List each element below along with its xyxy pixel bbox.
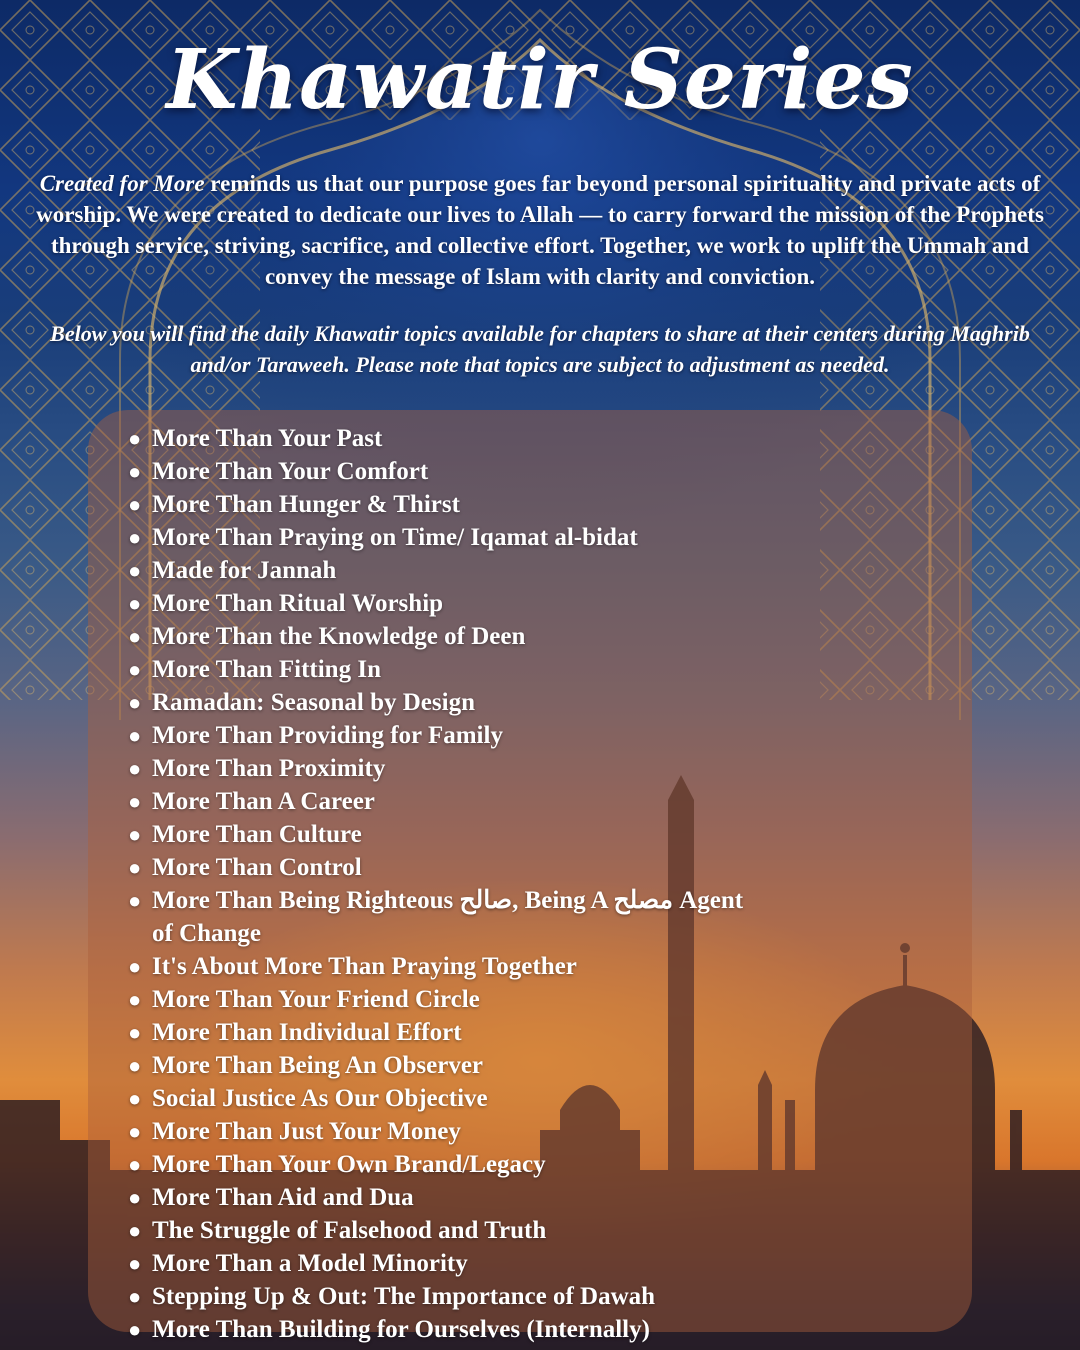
- topic-label: More Than A Career: [152, 788, 375, 815]
- bullet-dot-icon: ●: [128, 822, 142, 847]
- bullet-dot-icon: ●: [128, 1086, 142, 1111]
- list-item: [128, 1148, 752, 1181]
- bullet-dot-icon: ●: [128, 888, 142, 913]
- list-item: [128, 455, 752, 488]
- topic-label: More Than Culture: [152, 821, 362, 848]
- list-item: [128, 653, 752, 686]
- list-item: [128, 785, 752, 818]
- list-item: [128, 950, 752, 983]
- list-item: [128, 554, 752, 587]
- list-item: [128, 422, 752, 455]
- list-item: [128, 1214, 752, 1247]
- list-item: [128, 1115, 752, 1148]
- page-title: Khawatir Series: [166, 32, 914, 128]
- bullet-dot-icon: ●: [128, 1020, 142, 1045]
- intro-text: reminds us that our purpose goes far beyond personal spirituality and private acts of worship. We were created to dedicate our lives to Allah — to carry forward the mission of the Prophets through service, striving, sacrifice, and collective effort. Together, we work to uplift the Ummah and convey the message of Islam with clarity and conviction.: [36, 171, 1044, 289]
- list-item: [128, 983, 752, 1016]
- bullet-dot-icon: ●: [128, 1218, 142, 1243]
- topic-label: More Than Your Past: [152, 425, 383, 452]
- topic-label: It's About More Than Praying Together: [152, 953, 577, 980]
- bullet-dot-icon: ●: [128, 1251, 142, 1276]
- topic-label: More Than Providing for Family: [152, 722, 503, 749]
- topic-label: More Than Just Your Money: [152, 1118, 461, 1145]
- topic-label: More Than Being An Observer: [152, 1052, 484, 1079]
- topic-label: More Than Being Righteous صالح, Being A مصلح Agent of Change: [152, 887, 744, 947]
- list-item: [128, 851, 752, 884]
- topic-label: More Than Proximity: [152, 755, 386, 782]
- topic-label: Social Justice As Our Objective: [152, 1085, 488, 1112]
- topic-label: More Than Control: [152, 854, 362, 881]
- topic-label: The Struggle of Falsehood and Truth: [152, 1217, 547, 1244]
- list-item: [128, 884, 752, 950]
- topic-label: More Than Your Own Brand/Legacy: [152, 1151, 546, 1178]
- topic-label: More Than Fitting In: [152, 656, 381, 683]
- intro-paragraph: [30, 168, 1050, 292]
- list-item: [128, 1049, 752, 1082]
- bullet-dot-icon: ●: [128, 624, 142, 649]
- topic-label: More Than a Model Minority: [152, 1250, 468, 1277]
- topic-label: More Than Building for Ourselves (Internally): [152, 1316, 650, 1343]
- bullet-dot-icon: ●: [128, 1284, 142, 1309]
- topic-label: More Than Praying on Time/ Iqamat al-bidat: [152, 524, 638, 551]
- bullet-dot-icon: ●: [128, 657, 142, 682]
- topic-label: More Than Hunger & Thirst: [152, 491, 460, 518]
- topic-label: More Than Your Comfort: [152, 458, 429, 485]
- list-item: [128, 752, 752, 785]
- intro-emphasis: Created for More: [39, 171, 205, 196]
- bullet-dot-icon: ●: [128, 756, 142, 781]
- topic-label: Stepping Up & Out: The Importance of Dawah: [152, 1283, 656, 1310]
- list-item: [128, 1280, 752, 1313]
- list-item: [128, 1016, 752, 1049]
- list-item: [128, 686, 752, 719]
- topic-label: More Than the Knowledge of Deen: [152, 623, 526, 650]
- topic-label: More Than Your Friend Circle: [152, 986, 480, 1013]
- bullet-dot-icon: ●: [128, 789, 142, 814]
- topic-label: Ramadan: Seasonal by Design: [152, 689, 475, 716]
- bullet-dot-icon: ●: [128, 591, 142, 616]
- bullet-dot-icon: ●: [128, 492, 142, 517]
- bullet-dot-icon: ●: [128, 987, 142, 1012]
- topic-label: More Than Individual Effort: [152, 1019, 462, 1046]
- bullet-dot-icon: ●: [128, 1152, 142, 1177]
- bullet-dot-icon: ●: [128, 558, 142, 583]
- topic-label: Made for Jannah: [152, 557, 337, 584]
- bullet-dot-icon: ●: [128, 426, 142, 451]
- bullet-dot-icon: ●: [128, 954, 142, 979]
- list-item: [128, 818, 752, 851]
- list-item: [128, 1247, 752, 1280]
- bullet-dot-icon: ●: [128, 855, 142, 880]
- topics-list: [128, 422, 752, 1346]
- bullet-dot-icon: ●: [128, 723, 142, 748]
- list-item: [128, 620, 752, 653]
- bullet-dot-icon: ●: [128, 1053, 142, 1078]
- topic-label: More Than Ritual Worship: [152, 590, 444, 617]
- bullet-dot-icon: ●: [128, 1317, 142, 1342]
- list-item: [128, 521, 752, 554]
- list-item: [128, 1181, 752, 1214]
- topic-label: More Than Aid and Dua: [152, 1184, 414, 1211]
- bullet-dot-icon: ●: [128, 1185, 142, 1210]
- list-item: [128, 719, 752, 752]
- bullet-dot-icon: ●: [128, 459, 142, 484]
- bullet-dot-icon: ●: [128, 525, 142, 550]
- list-item: [128, 1082, 752, 1115]
- bullet-dot-icon: ●: [128, 1119, 142, 1144]
- list-item: [128, 488, 752, 521]
- bullet-dot-icon: ●: [128, 690, 142, 715]
- list-item: [128, 587, 752, 620]
- list-item: [128, 1313, 752, 1346]
- topics-note: Below you will find the daily Khawatir topics available for chapters to share at their centers during Maghrib and/or Taraweeh. Please note that topics are subject to adjustment as needed.: [50, 321, 1030, 377]
